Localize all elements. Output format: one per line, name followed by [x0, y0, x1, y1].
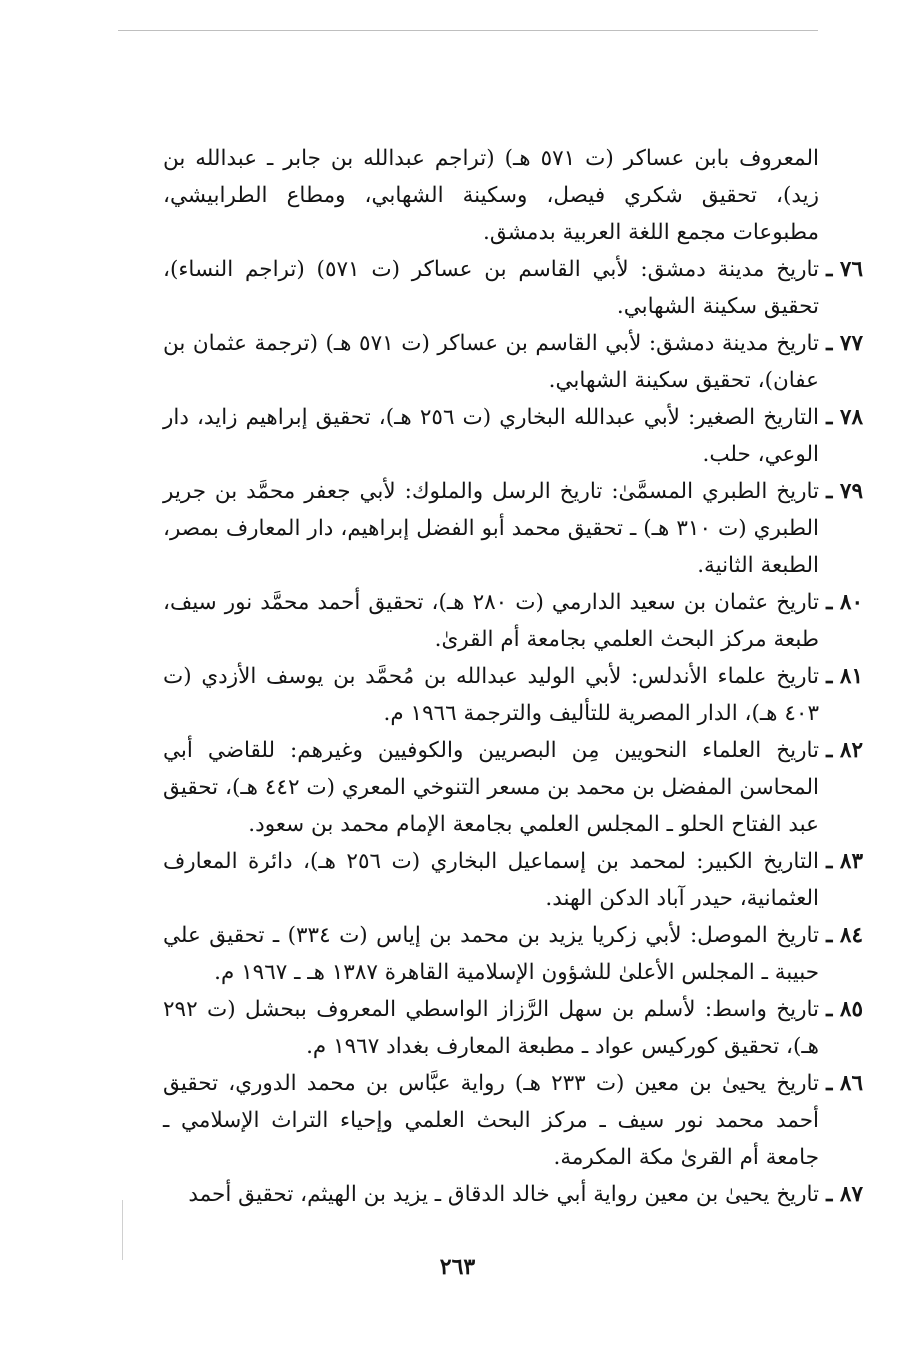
entry-text: تاريخ علماء الأندلس: لأبي الوليد عبدالله بن مُحمَّد بن يوسف الأزدي (ت ٤٠٣ هـ)، الدار المصرية للتأليف والترجمة ١٩٦٦ م. [163, 664, 819, 726]
entry-number: ٧٩ ـ [826, 479, 863, 504]
margin-mark [122, 1200, 123, 1260]
entry-number: ٨٤ ـ [826, 923, 863, 948]
entry-text: تاريخ مدينة دمشق: لأبي القاسم بن عساكر (ت ٥٧١ هـ) (ترجمة عثمان بن عفان)، تحقيق سكينة الشهابي. [163, 331, 819, 393]
bibliography-entry-75-continued [163, 140, 863, 251]
bibliography-entry-79 [163, 473, 863, 584]
bibliography-entry-87 [163, 1176, 863, 1213]
entry-text: تاريخ العلماء النحويين مِن البصريين والكوفيين وغيرهم: للقاضي أبي المحاسن المفضل بن محمد بن مسعر التنوخي المعري (ت ٤٤٢ هـ)، تحقيق عبد الفتاح الحلو ـ المجلس العلمي بجامعة الإمام محمد بن سعود. [163, 738, 820, 837]
page-number: ٢٦٣ [439, 1254, 476, 1280]
entry-number: ٨٣ ـ [826, 849, 863, 874]
entry-number: ٧٨ ـ [826, 405, 863, 430]
entry-number: ٨٧ ـ [826, 1182, 863, 1207]
top-edge-line [118, 30, 818, 31]
entry-number: ٨٠ ـ [826, 590, 863, 615]
bibliography-list [163, 140, 863, 1213]
entry-number: ٧٦ ـ [826, 257, 863, 282]
bibliography-entry-86 [163, 1065, 863, 1176]
bibliography-entry-83 [163, 843, 863, 917]
entry-text: تاريخ يحيىٰ بن معين (ت ٢٣٣ هـ) رواية عبَّاس بن محمد الدوري، تحقيق أحمد محمد نور سيف ـ مركز البحث العلمي وإحياء التراث الإسلامي ـ جامعة أم القرىٰ مكة المكرمة. [163, 1071, 819, 1170]
bibliography-entry-80 [163, 584, 863, 658]
entry-number: ٨١ ـ [826, 664, 863, 689]
entry-text: تاريخ الموصل: لأبي زكريا يزيد بن محمد بن إياس (ت ٣٣٤) ـ تحقيق علي حبيبة ـ المجلس الأعلىٰ للشؤون الإسلامية القاهرة ١٣٨٧ هـ ـ ١٩٦٧ م. [163, 923, 819, 985]
entry-number: ٨٢ ـ [826, 738, 863, 763]
entry-text: تاريخ يحيىٰ بن معين رواية أبي خالد الدقاق ـ يزيد بن الهيثم، تحقيق أحمد [188, 1182, 819, 1207]
entry-text: تاريخ مدينة دمشق: لأبي القاسم بن عساكر (ت ٥٧١) (تراجم النساء)، تحقيق سكينة الشهابي. [163, 257, 819, 319]
entry-number: ٧٧ ـ [826, 331, 863, 356]
entry-text: تاريخ الطبري المسمَّىٰ: تاريخ الرسل والملوك: لأبي جعفر محمَّد بن جرير الطبري (ت ٣١٠ هـ) ـ تحقيق محمد أبو الفضل إبراهيم، دار المعارف بمصر، الطبعة الثانية. [163, 479, 819, 578]
entry-text: تاريخ واسط: لأسلم بن سهل الرَّزاز الواسطي المعروف ببحشل (ت ٢٩٢ هـ)، تحقيق كوركيس عواد ـ مطبعة المعارف بغداد ١٩٦٧ م. [163, 997, 819, 1059]
bibliography-entry-78 [163, 399, 863, 473]
entry-text: التاريخ الكبير: لمحمد بن إسماعيل البخاري (ت ٢٥٦ هـ)، دائرة المعارف العثمانية، حيدر آباد الدكن الهند. [163, 849, 819, 911]
entry-text: التاريخ الصغير: لأبي عبدالله البخاري (ت ٢٥٦ هـ)، تحقيق إبراهيم زايد، دار الوعي، حلب. [163, 405, 820, 467]
bibliography-entry-82 [163, 732, 863, 843]
bibliography-entry-76 [163, 251, 863, 325]
entry-number: ٨٦ ـ [826, 1071, 863, 1096]
entry-number: ٨٥ ـ [826, 997, 863, 1022]
bibliography-entry-81 [163, 658, 863, 732]
entry-text: تاريخ عثمان بن سعيد الدارمي (ت ٢٨٠ هـ)، تحقيق أحمد محمَّد نور سيف، طبعة مركز البحث العلمي بجامعة أم القرىٰ. [163, 590, 819, 652]
bibliography-entry-85 [163, 991, 863, 1065]
bibliography-entry-84 [163, 917, 863, 991]
bibliography-entry-77 [163, 325, 863, 399]
entry-text: المعروف بابن عساكر (ت ٥٧١ هـ) (تراجم عبدالله بن جابر ـ عبدالله بن زيد)، تحقيق شكري فيصل، وسكينة الشهابي، ومطاع الطرابيشي، مطبوعات مجمع اللغة العربية بدمشق. [163, 146, 819, 245]
